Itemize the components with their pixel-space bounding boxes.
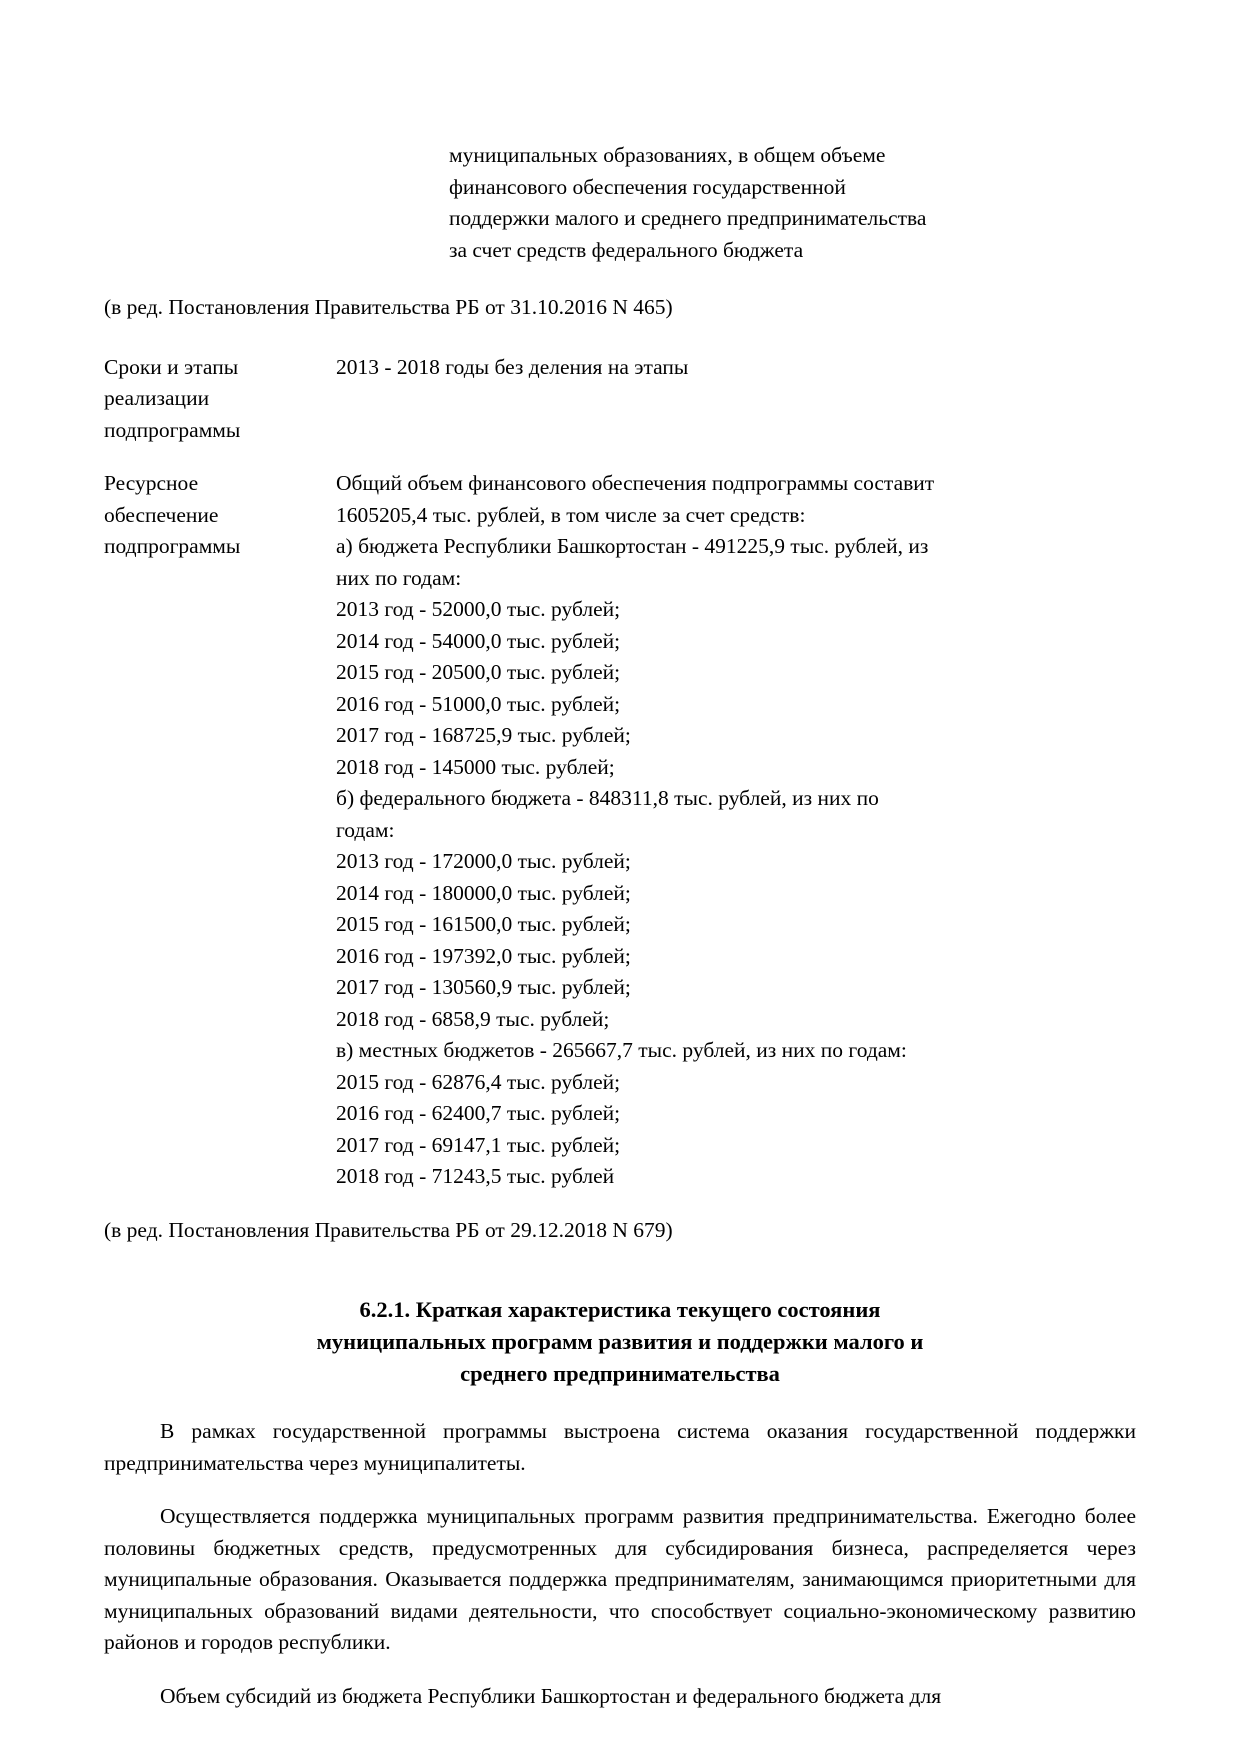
description-line: 2015 год - 62876,4 тыс. рублей;: [336, 1069, 621, 1094]
edit-note-2: (в ред. Постановления Правительства РБ от 29.12.2018 N 679): [104, 1217, 673, 1242]
continuation-line: финансового обеспечения государственной: [449, 174, 846, 199]
continuation-block: [104, 140, 1136, 266]
continuation-text: [449, 140, 1136, 266]
description-line: 2018 год - 71243,5 тыс. рублей: [336, 1164, 615, 1188]
description-line: в) местных бюджетов - 265667,7 тыс. рублей, из них по годам:: [336, 1038, 907, 1062]
description-line: 2017 год - 69147,1 тыс. рублей;: [336, 1132, 621, 1157]
body-paragraph: Осуществляется поддержка муниципальных программ развития предпринимательства. Ежегодно более половины бюджетных средств, предусмотренных для субсидирования бизнеса, распределяется через муниципальные образования. Оказывается поддержка предпринимателям, занимающимся приоритетными для муниципальных образований видами деятельности, что способствует социально-экономическому развитию районов и городов республики.: [104, 1504, 1136, 1654]
continuation-line: муниципальных образованиях, в общем объеме: [449, 143, 886, 167]
definition-description: [336, 468, 1136, 1193]
document-body: [104, 140, 1136, 1712]
description-line: 1605205,4 тыс. рублей, в том числе за счет средств:: [336, 502, 806, 527]
description-line: 2016 год - 62400,7 тыс. рублей;: [336, 1101, 621, 1125]
description-line: 2013 - 2018 годы без деления на этапы: [336, 354, 689, 379]
description-line: 2016 год - 197392,0 тыс. рублей;: [336, 943, 631, 968]
definition-term: [104, 352, 336, 447]
section-heading-line: муниципальных программ развития и поддержки малого и: [316, 1329, 924, 1354]
description-line: 2018 год - 145000 тыс. рублей;: [336, 754, 615, 779]
description-line: 2015 год - 20500,0 тыс. рублей;: [336, 660, 621, 684]
continuation-line: поддержки малого и среднего предпринимательства: [449, 206, 927, 230]
description-line: а) бюджета Республики Башкортостан - 491225,9 тыс. рублей, из: [336, 534, 929, 558]
description-line: 2014 год - 54000,0 тыс. рублей;: [336, 628, 621, 653]
definition-term: [104, 468, 336, 563]
description-line: 2018 год - 6858,9 тыс. рублей;: [336, 1006, 610, 1031]
description-line: 2013 год - 172000,0 тыс. рублей;: [336, 849, 631, 873]
definition-description: [336, 352, 1136, 384]
term-line: подпрограммы: [104, 417, 241, 442]
term-line: обеспечение: [104, 502, 219, 527]
description-line: 2015 год - 161500,0 тыс. рублей;: [336, 912, 631, 936]
description-line: годам:: [336, 817, 395, 842]
description-line: 2013 год - 52000,0 тыс. рублей;: [336, 597, 621, 621]
body-paragraph: Объем субсидий из бюджета Республики Башкортостан и федерального бюджета для: [160, 1683, 942, 1708]
description-line: 2014 год - 180000,0 тыс. рублей;: [336, 880, 631, 905]
definition-row-timeline: [104, 352, 1136, 447]
term-line: подпрограммы: [104, 534, 241, 558]
body-paragraph: В рамках государственной программы выстроена система оказания государственной поддержки предпринимательства через муниципалитеты.: [104, 1419, 1136, 1475]
description-line: б) федерального бюджета - 848311,8 тыс. рублей, из них по: [336, 786, 879, 810]
section-heading-line: 6.2.1. Краткая характеристика текущего состояния: [359, 1297, 881, 1322]
description-line: Общий объем финансового обеспечения подпрограммы составит: [336, 471, 935, 495]
edit-note-1: (в ред. Постановления Правительства РБ от 31.10.2016 N 465): [104, 295, 673, 319]
description-line: 2017 год - 130560,9 тыс. рублей;: [336, 975, 631, 999]
description-line: 2017 год - 168725,9 тыс. рублей;: [336, 723, 631, 747]
section-heading: [104, 1294, 1136, 1390]
term-line: Ресурсное: [104, 471, 199, 495]
term-line: Сроки и этапы реализации: [104, 354, 244, 410]
continuation-line: за счет средств федерального бюджета: [449, 237, 804, 262]
section-heading-line: среднего предпринимательства: [460, 1361, 780, 1386]
description-line: них по годам:: [336, 565, 462, 590]
definition-row-resources: [104, 468, 1136, 1193]
description-line: 2016 год - 51000,0 тыс. рублей;: [336, 691, 621, 716]
